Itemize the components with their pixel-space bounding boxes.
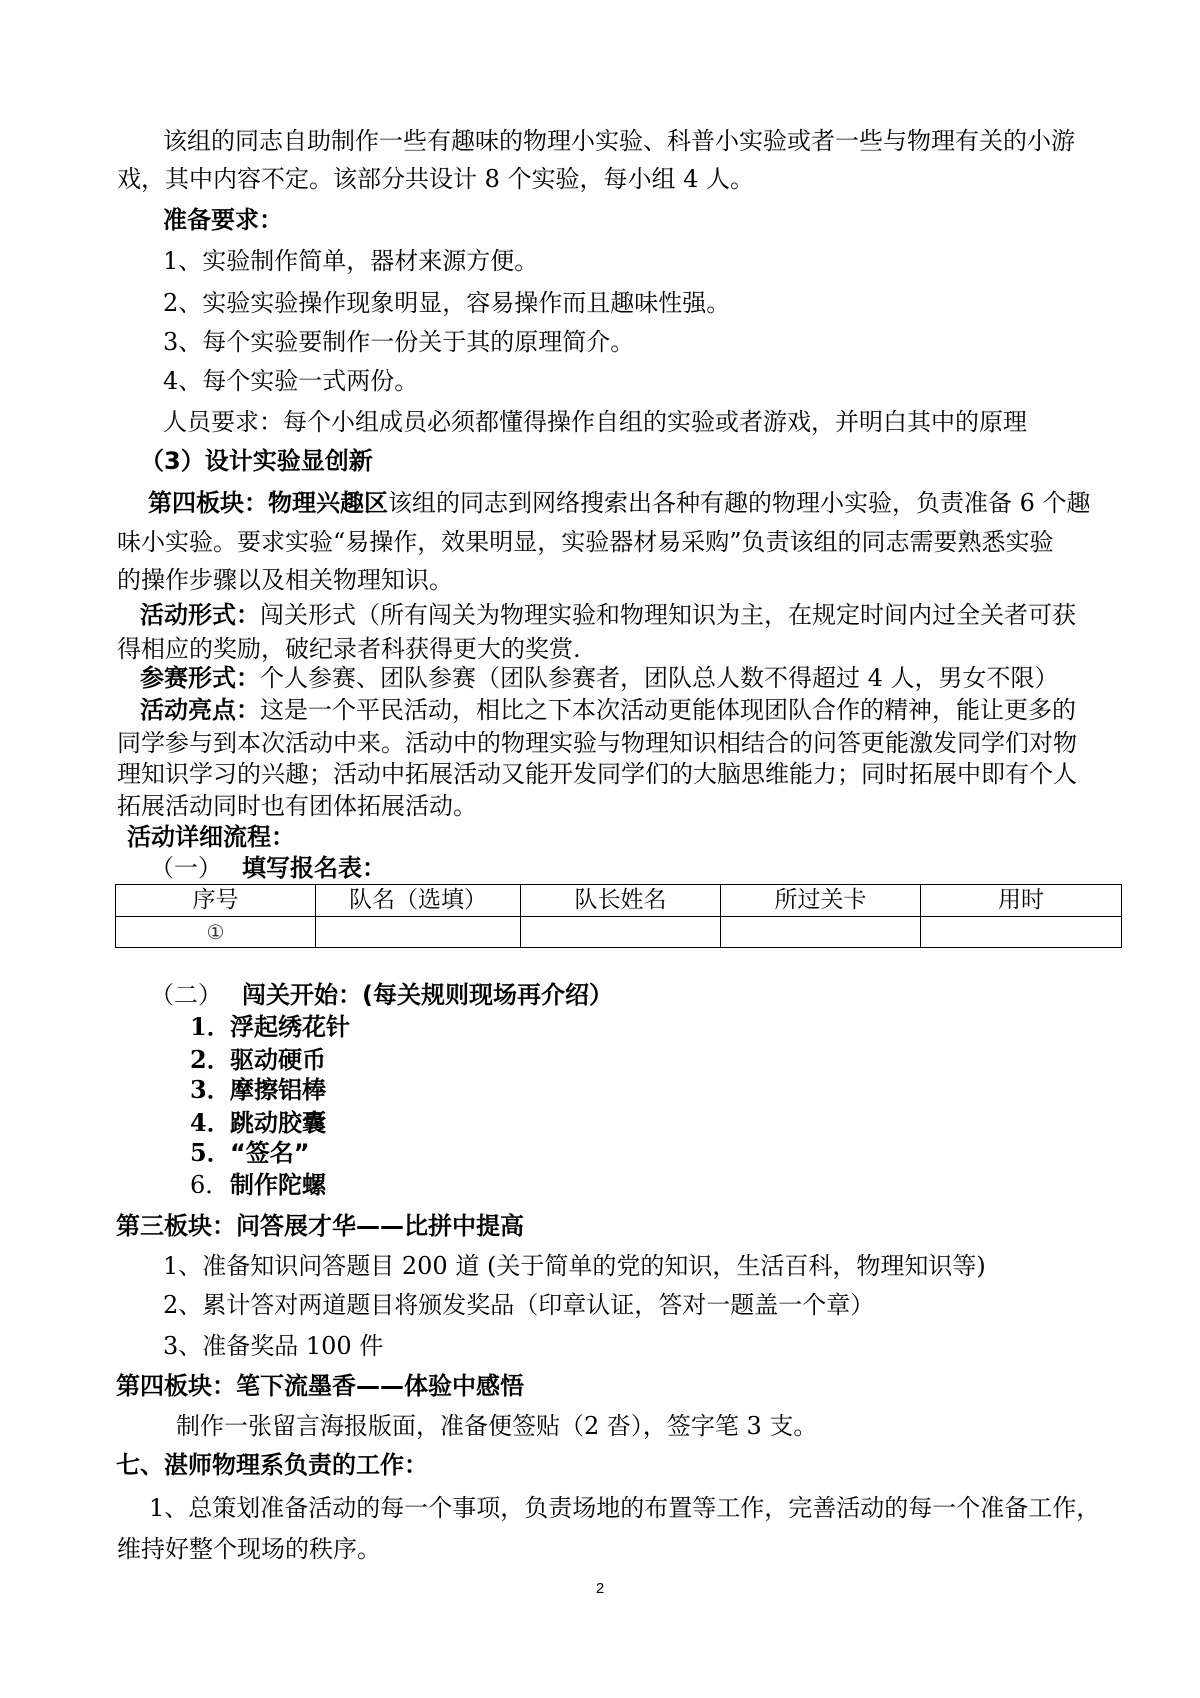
step-two-title: 闯关开始：(每关规则现场再介绍） <box>242 981 613 1009</box>
highlights-line: 理知识学习的兴趣；活动中拓展活动又能开发同学们的大脑思维能力；同时拓展中即有个人 <box>117 760 1077 788</box>
activity-form-line: 得相应的奖励，破纪录者科获得更大的奖赏. <box>117 635 581 663</box>
page-number: 2 <box>595 1580 605 1597</box>
signup-table <box>115 884 1122 948</box>
table-header-row <box>116 885 1122 917</box>
section7-heading: 七、湛师物理系负责的工作： <box>116 1451 428 1479</box>
interest-zone-paragraph-line <box>148 487 1091 519</box>
highlights-line: 同学参与到本次活动中来。活动中的物理实验与物理知识相结合的问答更能激发同学们对物 <box>117 729 1077 757</box>
level-number: 6． <box>190 1171 230 1199</box>
level-name: 制作陀螺 <box>230 1171 326 1199</box>
section7-line: 1、总策划准备活动的每一个事项，负责场地的布置等工作，完善活动的每一个准备工作， <box>149 1494 1101 1522</box>
level-number: 1． <box>190 1012 231 1041</box>
level-item <box>190 1011 350 1043</box>
intro-line: 戏，其中内容不定。该部分共设计 8 个实验，每小组 4 人。 <box>117 165 755 193</box>
level-item <box>190 1074 326 1106</box>
step-one-title: 填写报名表： <box>242 854 386 882</box>
level-item <box>190 1107 326 1139</box>
table-header-cell: 队长姓名 <box>521 885 721 917</box>
staff-requirement: 人员要求：每个小组成员必须都懂得操作自组的实验或者游戏，并明白其中的原理 <box>163 408 1027 436</box>
table-cell <box>521 917 721 948</box>
interest-zone-text: 该组的同志到网络搜索出各种有趣的物理小实验，负责准备 6 个趣 <box>388 489 1091 517</box>
level-name: 跳动胶囊 <box>230 1109 326 1137</box>
interest-zone-label: 第四板块：物理兴趣区 <box>148 489 388 517</box>
block3-item: 1、准备知识问答题目 200 道 (关于简单的党的知识，生活百科，物理知识等) <box>163 1252 986 1280</box>
prep-item: 3、每个实验要制作一份关于其的原理简介。 <box>163 328 635 356</box>
section7-line: 维持好整个现场的秩序。 <box>117 1535 381 1563</box>
level-number: 5． <box>190 1138 231 1167</box>
step-one-number: （一） <box>150 854 222 882</box>
activity-form-text: 闯关形式（所有闯关为物理实验和物理知识为主，在规定时间内过全关者可获 <box>260 601 1076 629</box>
block3-heading: 第三板块：问答展才华——比拼中提高 <box>116 1212 524 1240</box>
interest-zone-paragraph-line: 的操作步骤以及相关物理知识。 <box>117 566 453 594</box>
level-item <box>190 1137 310 1169</box>
table-cell <box>721 917 921 948</box>
table-cell <box>316 917 521 948</box>
interest-zone-paragraph-line: 味小实验。要求实验“易操作，效果明显，实验器材易采购”负责该组的同志需要熟悉实验 <box>117 528 1054 556</box>
step-one <box>150 852 386 884</box>
table-cell <box>921 917 1122 948</box>
activity-form-line <box>140 599 1076 631</box>
level-name: 摩擦铝棒 <box>230 1076 326 1104</box>
table-cell: ① <box>116 917 316 948</box>
highlights-line: 拓展活动同时也有团体拓展活动。 <box>117 792 477 820</box>
flow-heading: 活动详细流程： <box>127 823 295 851</box>
table-row <box>116 917 1122 948</box>
level-number: 4． <box>190 1108 231 1137</box>
step-two-number: （二） <box>150 981 222 1009</box>
highlights-text: 这是一个平民活动，相比之下本次活动更能体现团队合作的精神，能让更多的 <box>260 696 1076 724</box>
table-header-cell: 队名（选填） <box>316 885 521 917</box>
highlights-label: 活动亮点： <box>140 696 260 724</box>
table-header-cell: 用时 <box>921 885 1122 917</box>
level-name: 浮起绣花针 <box>230 1013 350 1041</box>
design-heading: （3）设计实验显创新 <box>140 447 373 475</box>
prep-item: 4、每个实验一式两份。 <box>163 367 419 395</box>
level-number: 3． <box>190 1075 231 1104</box>
level-item <box>190 1169 326 1201</box>
level-number: 2． <box>190 1045 231 1074</box>
prep-item: 2、实验实验操作现象明显，容易操作而且趣味性强。 <box>163 289 731 317</box>
prep-heading: 准备要求： <box>163 206 283 234</box>
entry-form-line <box>140 662 1059 694</box>
block4-text: 制作一张留言海报版面，准备便签贴（2 沓），签字笔 3 支。 <box>176 1412 818 1440</box>
entry-form-label: 参赛形式： <box>140 664 260 692</box>
highlights-line <box>140 694 1076 726</box>
intro-line: 该组的同志自助制作一些有趣味的物理小实验、科普小实验或者一些与物理有关的小游 <box>163 127 1075 155</box>
prep-item: 1、实验制作简单，器材来源方便。 <box>163 247 539 275</box>
block3-item: 3、准备奖品 100 件 <box>163 1332 384 1360</box>
entry-form-text: 个人参赛、团队参赛（团队参赛者，团队总人数不得超过 4 人，男女不限） <box>260 664 1059 692</box>
level-name: 驱动硬币 <box>230 1046 326 1074</box>
level-name: “签名” <box>230 1139 310 1167</box>
table-header-cell: 所过关卡 <box>721 885 921 917</box>
activity-form-label: 活动形式： <box>140 601 260 629</box>
level-item <box>190 1044 326 1076</box>
block3-item: 2、累计答对两道题目将颁发奖品（印章认证，答对一题盖一个章） <box>163 1291 875 1319</box>
block4-heading: 第四板块：笔下流墨香——体验中感悟 <box>116 1372 524 1400</box>
step-two <box>150 979 613 1011</box>
table-header-cell: 序号 <box>116 885 316 917</box>
